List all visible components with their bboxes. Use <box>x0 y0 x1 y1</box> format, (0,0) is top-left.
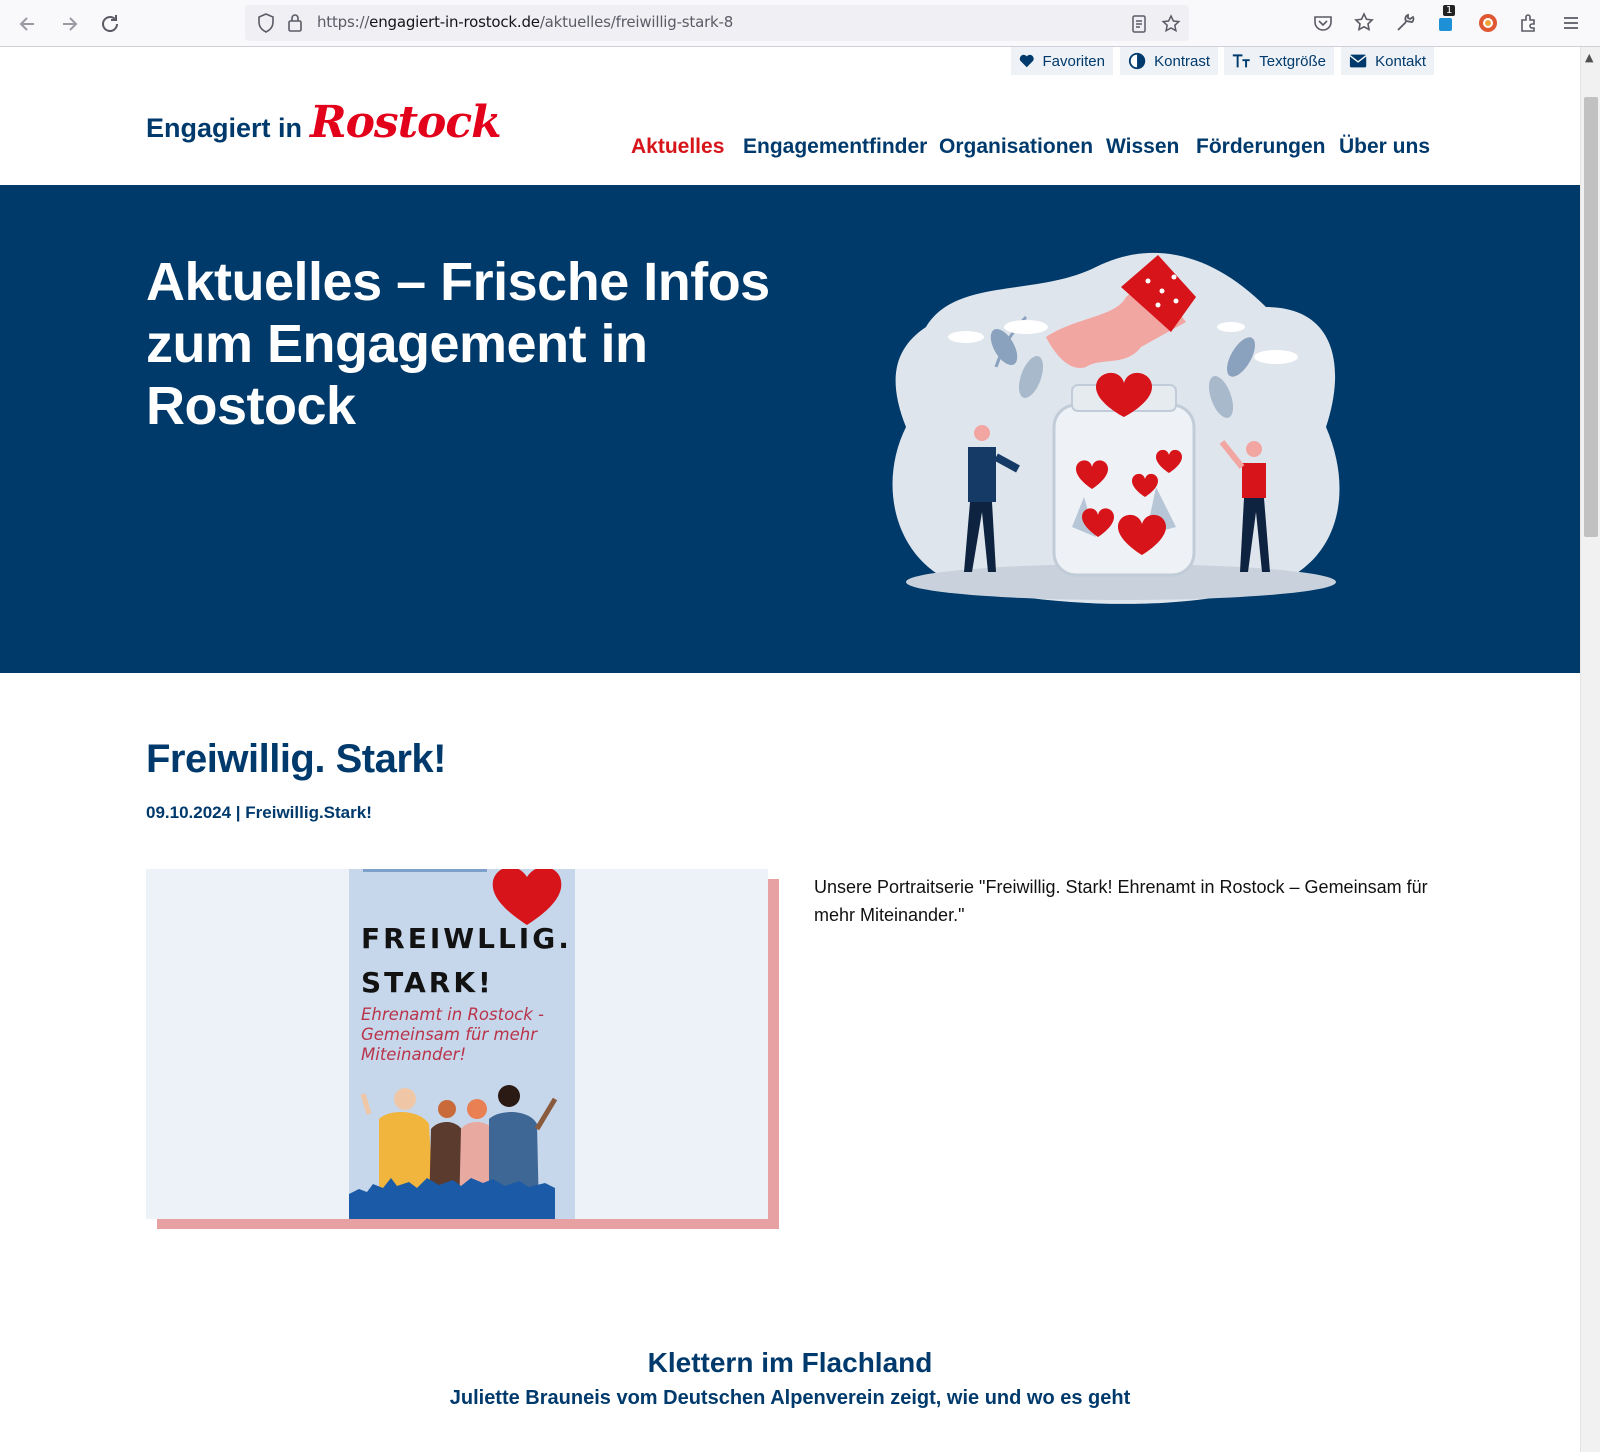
nav-foerderungen[interactable]: Förderungen <box>1196 135 1326 158</box>
next-article-subtitle: Juliette Brauneis vom Deutschen Alpenverein zeigt, wie und wo es geht <box>449 1387 1131 1409</box>
forward-icon[interactable] <box>55 10 83 38</box>
nav-engagementfinder[interactable]: Engagementfinder <box>743 135 928 158</box>
text-size-icon <box>1232 51 1251 71</box>
nav-organisationen[interactable]: Organisationen <box>939 135 1094 158</box>
scrollbar-thumb[interactable] <box>1584 97 1598 537</box>
contact-label: Kontakt <box>1375 52 1426 70</box>
text-size-link[interactable] <box>1224 47 1334 75</box>
back-icon[interactable] <box>14 10 42 38</box>
hero-banner <box>0 185 1580 673</box>
bookmark-star-icon[interactable] <box>1161 14 1181 34</box>
extensions-puzzle-icon[interactable] <box>1518 12 1540 34</box>
duckduckgo-icon[interactable] <box>1477 12 1499 34</box>
wrench-icon[interactable] <box>1394 12 1416 34</box>
envelope-icon <box>1349 53 1367 69</box>
text-size-label: Textgröße <box>1259 52 1326 70</box>
menu-icon[interactable] <box>1560 12 1582 34</box>
web-page <box>0 47 1580 1452</box>
url-text[interactable] <box>317 13 733 31</box>
reader-view-icon[interactable] <box>1129 14 1149 34</box>
url-path: /aktuelles/freiwillig-stark-8 <box>539 13 734 31</box>
logo-prefix: Engagiert in <box>146 113 303 143</box>
favorites-label: Favoriten <box>1042 52 1105 70</box>
nav-wissen[interactable]: Wissen <box>1106 135 1180 158</box>
next-article-title[interactable]: Klettern im Flachland <box>647 1347 933 1378</box>
contact-link[interactable] <box>1341 47 1434 75</box>
nav-ueber-uns[interactable]: Über uns <box>1339 135 1431 158</box>
url-scheme: https:// <box>317 13 370 31</box>
poster-people-illustration <box>349 1074 575 1219</box>
poster-subtitle: Ehrenamt in Rostock - Gemeinsam für mehr Miteinander! <box>361 1005 545 1064</box>
poster-title-line-1: FREIWLLIG. <box>361 922 572 955</box>
contrast-link[interactable] <box>1120 47 1218 75</box>
tracking-shield-icon[interactable] <box>257 13 275 33</box>
reload-icon[interactable] <box>96 10 124 38</box>
page-scrollbar[interactable] <box>1580 47 1600 1452</box>
extension-star-icon[interactable] <box>1353 12 1375 34</box>
poster-title <box>361 917 572 1005</box>
poster <box>349 869 575 1219</box>
notification-badge: 1 <box>1443 5 1455 16</box>
poster-top-bar <box>363 869 487 872</box>
notification-extension-icon[interactable] <box>1435 5 1457 34</box>
url-host: engagiert-in-rostock.de <box>369 13 540 31</box>
contrast-icon <box>1128 51 1146 71</box>
browser-toolbar <box>0 0 1600 47</box>
url-bar[interactable] <box>245 5 1189 41</box>
site-logo[interactable] <box>146 97 501 153</box>
favorites-link[interactable] <box>1011 47 1113 75</box>
donation-jar-illustration <box>886 247 1360 607</box>
scroll-up-arrow-icon[interactable]: ▲ <box>1585 51 1594 64</box>
heart-icon <box>1019 52 1034 70</box>
poster-title-line-2: STARK! <box>361 966 494 999</box>
lock-icon[interactable] <box>287 13 303 33</box>
nav-aktuelles[interactable]: Aktuelles <box>631 135 725 158</box>
article-image[interactable] <box>146 869 768 1219</box>
article-title: Freiwillig. Stark! <box>146 737 446 781</box>
hero-title: Aktuelles – Frische Infos zum Engagement in Rostock <box>146 252 770 436</box>
contrast-label: Kontrast <box>1154 52 1210 70</box>
article-meta: 09.10.2024 | Freiwillig.Stark! <box>146 803 372 822</box>
article-body: Unsere Portraitserie "Freiwillig. Stark! Ehrenamt in Rostock – Gemeinsam für mehr Miteinander." <box>814 877 1428 925</box>
pocket-icon[interactable] <box>1312 12 1334 34</box>
logo-city: Rostock <box>310 97 501 148</box>
